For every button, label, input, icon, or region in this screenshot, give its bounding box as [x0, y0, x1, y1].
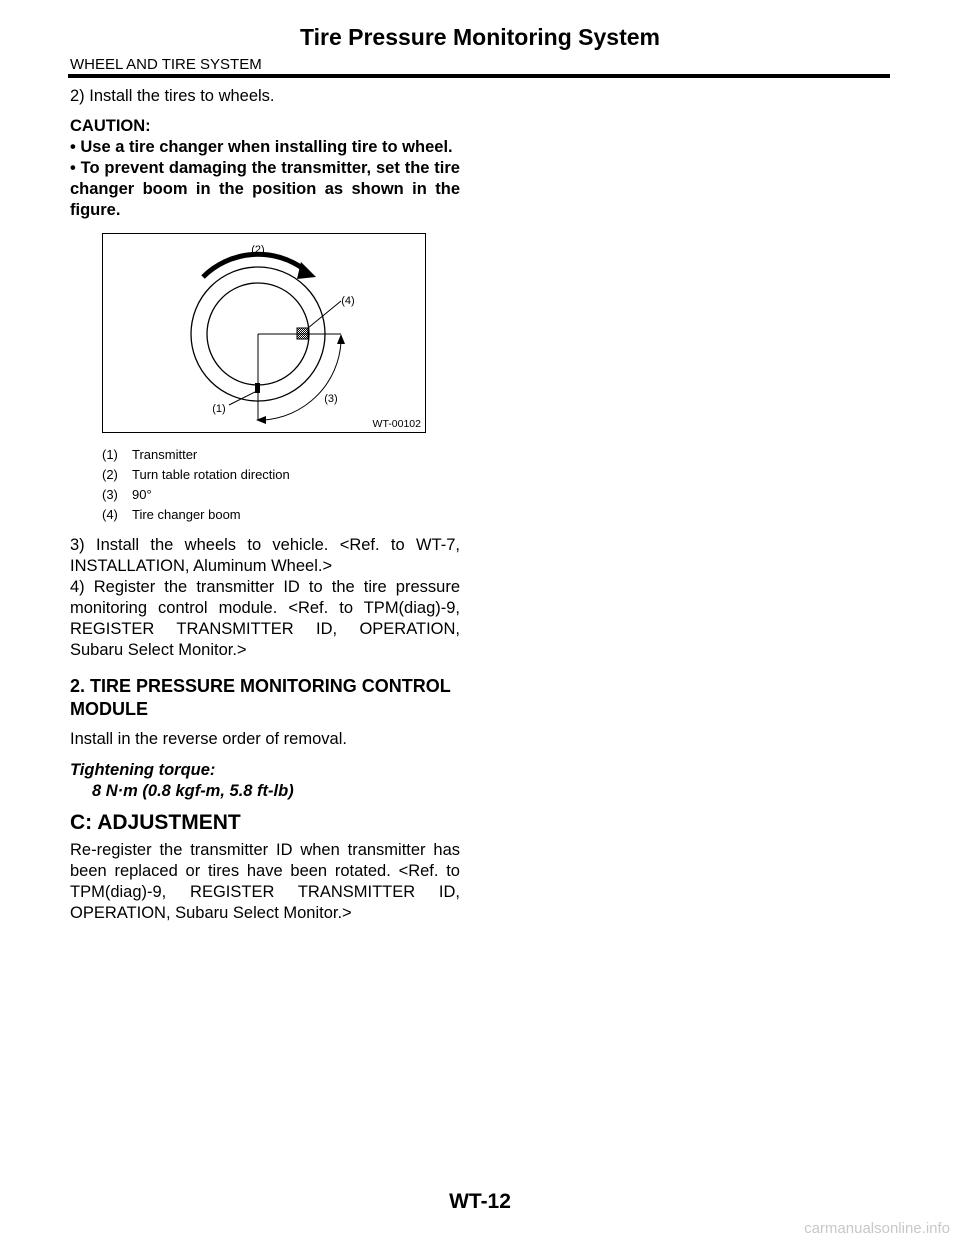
angle-arc: [263, 342, 341, 420]
section-2-text: Install in the reverse order of removal.: [70, 730, 347, 748]
caution-item: • Use a tire changer when installing tire to wheel.: [70, 138, 453, 156]
legend-item: [102, 485, 460, 505]
tire-changer-figure: [102, 233, 426, 433]
header-divider: [68, 74, 890, 78]
page-number: WT-12: [449, 1190, 511, 1213]
watermark: carmanualsonline.info: [804, 1220, 950, 1237]
section-2-heading: 2. TIRE PRESSURE MONITORING CONTROL MODULE: [70, 676, 451, 719]
callout-4: (4): [341, 295, 355, 307]
step-2: 2) Install the tires to wheels.: [70, 87, 275, 105]
legend-text: Tire changer boom: [132, 507, 241, 522]
legend-number: (1): [102, 447, 118, 462]
transmitter: [255, 383, 260, 393]
legend-number: (2): [102, 467, 118, 482]
figure-code: WT-00102: [372, 418, 421, 430]
angle-arrowhead-top: [337, 334, 345, 344]
legend-text: Turn table rotation direction: [132, 467, 290, 482]
caution-label: CAUTION:: [70, 117, 151, 135]
caution-item: • To prevent damaging the transmitter, set the tire changer boom in the position as shown in the figure.: [70, 159, 460, 219]
page-title: Tire Pressure Monitoring System: [299, 24, 660, 50]
section-c-heading: C: ADJUSTMENT: [70, 811, 241, 834]
legend-item: [102, 465, 460, 485]
legend-number: (3): [102, 487, 118, 502]
section-name: WHEEL AND TIRE SYSTEM: [70, 56, 262, 73]
torque-value: 8 N·m (0.8 kgf-m, 5.8 ft-lb): [92, 782, 294, 800]
tire-changer-boom: [297, 328, 308, 339]
callout-2: (2): [251, 244, 265, 256]
legend-number: (4): [102, 507, 118, 522]
figure-legend: [102, 445, 460, 525]
transmitter-leader-line: [229, 392, 255, 405]
step-3: 3) Install the wheels to vehicle. <Ref. to WT-7, INSTALLATION, Aluminum Wheel.>: [70, 536, 460, 575]
legend-item: [102, 445, 460, 465]
section-c-text: Re-register the transmitter ID when transmitter has been replaced or tires have been rotated. <Ref. to TPM(diag)-9, REGISTER TRANSMITTER ID, OPERATION, Subaru Select Monitor.>: [70, 841, 460, 922]
torque-label: Tightening torque:: [70, 761, 216, 779]
tire-diagram: [103, 234, 425, 432]
callout-1: (1): [212, 403, 226, 415]
step-4: 4) Register the transmitter ID to the tire pressure monitoring control module. <Ref. to TPM(diag)-9, REGISTER TRANSMITTER ID, OPERATION, Subaru Select Monitor.>: [70, 578, 460, 659]
rotation-arrow: [203, 254, 305, 277]
legend-text: 90°: [132, 487, 152, 502]
legend-item: [102, 505, 460, 525]
callout-3: (3): [324, 393, 338, 405]
main-column: [70, 86, 460, 924]
legend-text: Transmitter: [132, 447, 198, 462]
